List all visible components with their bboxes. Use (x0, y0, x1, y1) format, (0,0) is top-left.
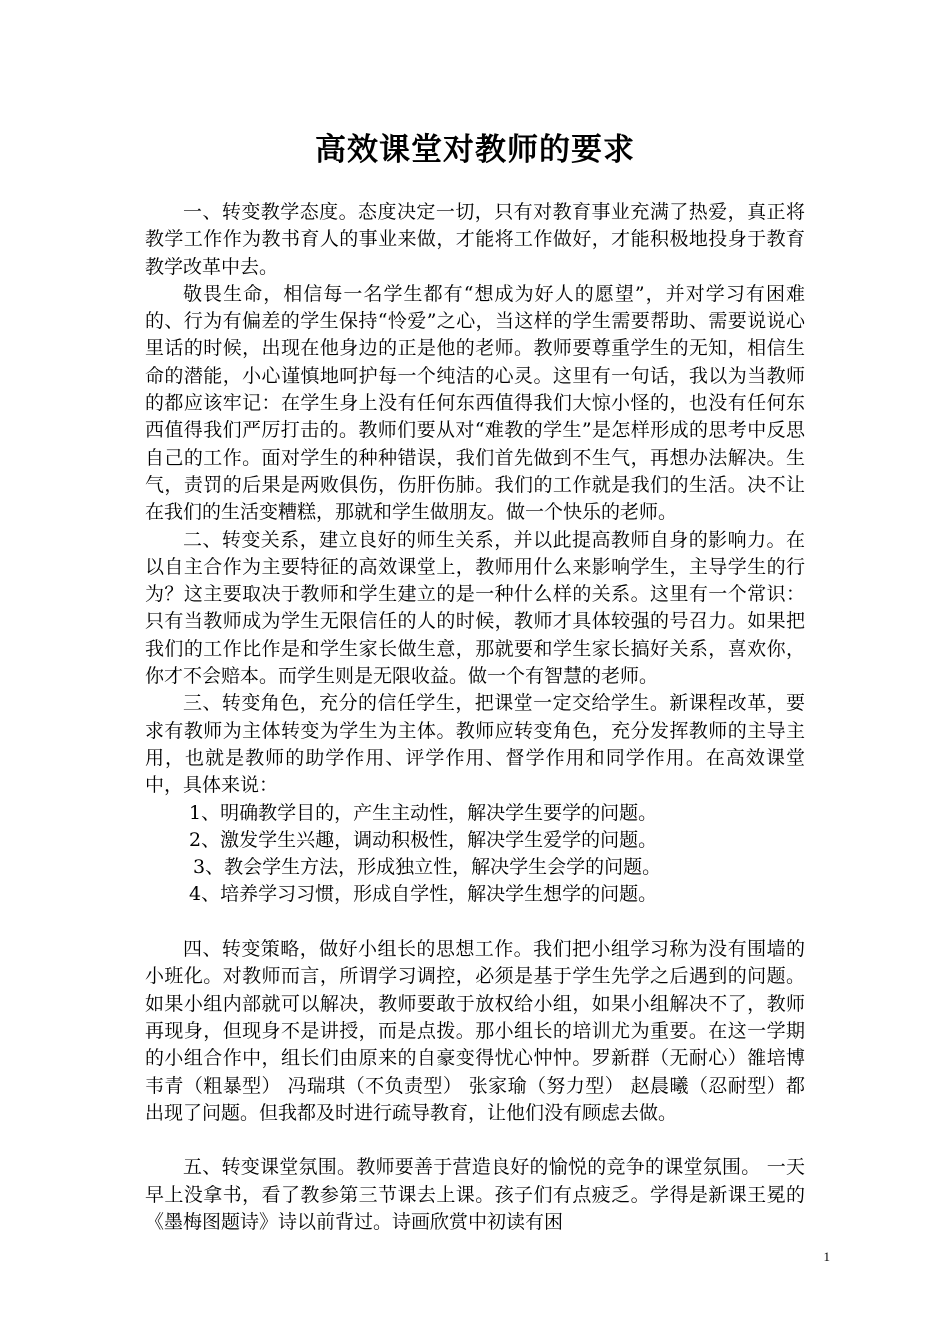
paragraph-strategy: 四、转变策略，做好小组长的思想工作。我们把小组学习称为没有围墙的小班化。对教师而言，所谓学习调控，必须是基于学生先学之后遇到的问题。如果小组内部就可以解决，教师要敢于放权给小组，如果小组解决不了，教师再现身，但现身不是讲授，而是点拨。那小组长的培训尤为重要。在这一学期的小组合作中，组长们由原来的自豪变得忧心忡忡。罗新群（无耐心）雒培博 韦青（粗暴型） 冯瑞琪（不负责型） 张家瑜（努力型） 赵晨曦（忍耐型）都出现了问题。但我都及时进行疏导教育，让他们没有顾虑去做。 (145, 938, 805, 1124)
paragraph-role: 三、转变角色，充分的信任学生，把课堂一定交给学生。新课程改革，要求有教师为主体转变为学生为主体。教师应转变角色，充分发挥教师的主导主用，也就是教师的助学作用、评学作用、督学作用和同学作用。在高效课堂中，具体来说： (145, 692, 805, 797)
list-item: 2、激发学生兴趣，调动积极性，解决学生爱学的问题。 (189, 828, 658, 851)
blank-line (145, 909, 805, 936)
document-title: 高效课堂对教师的要求 (315, 132, 635, 168)
page-number: 1 (823, 1249, 830, 1264)
paragraph-relationship: 二、转变关系，建立良好的师生关系，并以此提高教师自身的影响力。在以自主合作为主要特征的高效课堂上，教师用什么来影响学生，主导学生的行为？这主要取决于教师和学生建立的是一种什么样的关系。这里有一个常识：只有当教师成为学生无限信任的人的时候，教师才具体较强的号召力。如果把我们的工作比作是和学生家长做生意，那就要和学生家长搞好关系，喜欢你，你才不会赔本。而学生则是无限收益。做一个有智慧的老师。 (145, 528, 805, 688)
paragraph-attitude: 一、转变教学态度。态度决定一切，只有对教育事业充满了热爱，真正将教学工作作为教书育人的事业来做，才能将工作做好，才能积极地投身于教育教学改革中去。 (145, 201, 805, 278)
paragraph-atmosphere: 五、转变课堂氛围。教师要善于营造良好的愉悦的竞争的课堂氛围。 一天早上没拿书，看了教参第三节课去上课。孩子们有点疲乏。学得是新课王冕的《墨梅图题诗》诗以前背过。诗画欣赏中初读有困 (145, 1156, 805, 1233)
list-item: 4、培养学习习惯，形成自学性，解决学生想学的问题。 (189, 883, 658, 906)
blank-line (145, 1127, 805, 1154)
paragraph-respect-life: 敬畏生命，相信每一名学生都有“想成为好人的愿望”，并对学习有困难的、行为有偏差的学生保持“怜爱”之心，当这样的学生需要帮助、需要说说心里话的时候，出现在他身边的正是他的老师。教师要尊重学生的无知，相信生命的潜能，小心谨慎地呵护每一个纯洁的心灵。这里有一句话，我以为当教师的都应该牢记：在学生身上没有任何东西值得我们大惊小怪的，也没有任何东西值得我们严厉打击的。教师们要从对“难教的学生”是怎样形成的思考中反思自己的工作。面对学生的种种错误，我们首先做到不生气，再想办法解决。生气，责罚的后果是两败俱伤，伤肝伤肺。我们的工作就是我们的生活。决不让在我们的生活变糟糕，那就和学生做朋友。做一个快乐的老师。 (145, 282, 805, 524)
list-item: 3、教会学生方法，形成独立性，解决学生会学的问题。 (193, 856, 662, 879)
list-item: 1、明确教学目的，产生主动性，解决学生要学的问题。 (189, 801, 658, 824)
document-body (145, 199, 805, 1236)
